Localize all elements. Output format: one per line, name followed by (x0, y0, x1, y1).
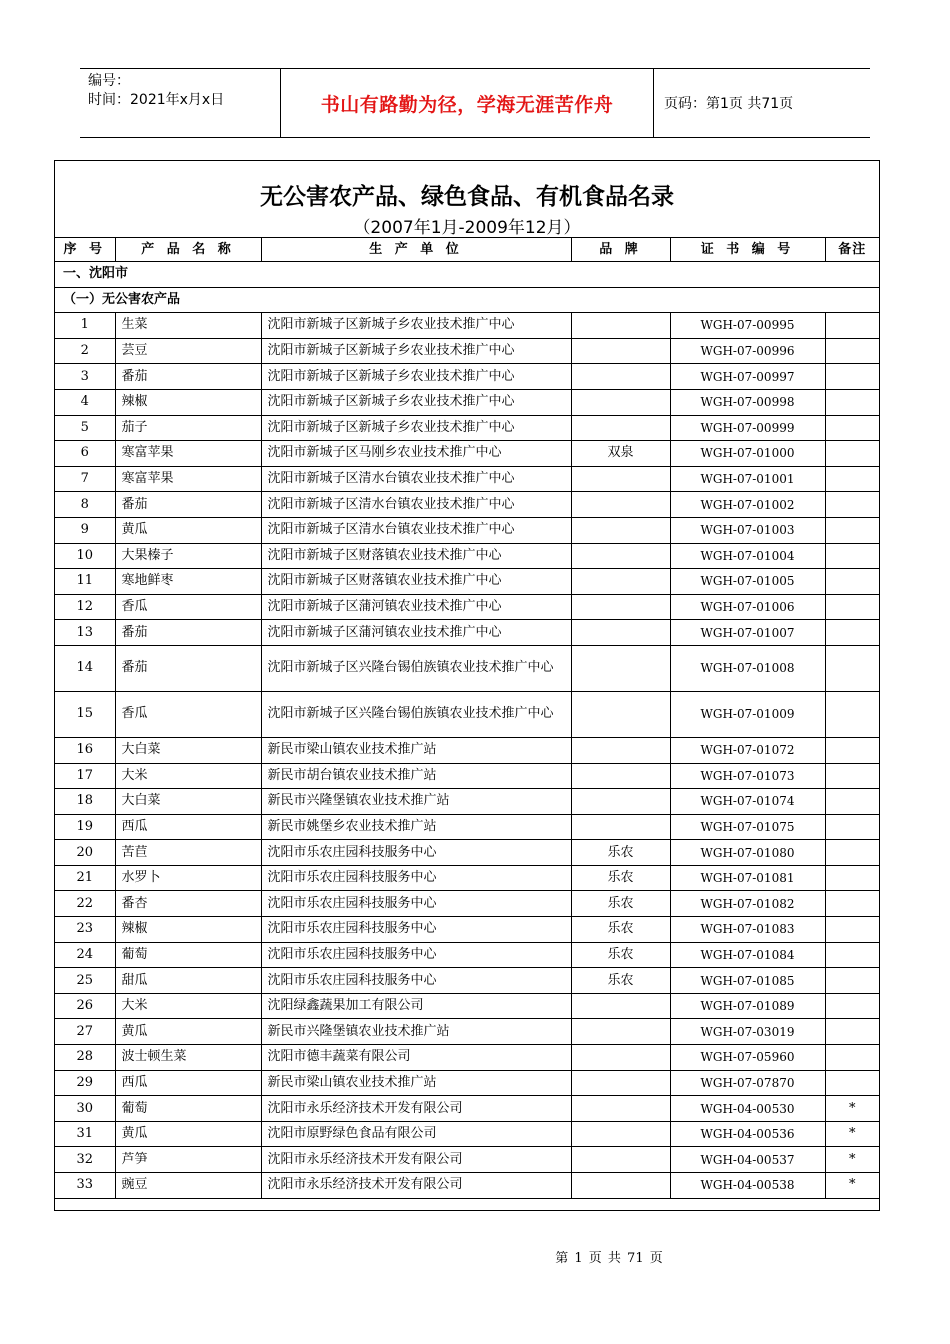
product-name-cell: 葡萄 (115, 942, 261, 968)
producer-unit-cell: 沈阳市原野绿色食品有限公司 (261, 1121, 571, 1147)
note-cell (825, 691, 879, 737)
product-name-cell: 苦苣 (115, 840, 261, 866)
producer-unit-cell: 沈阳市乐农庄园科技服务中心 (261, 865, 571, 891)
note-cell (825, 891, 879, 917)
producer-unit-cell: 沈阳市新城子区清水台镇农业技术推广中心 (261, 492, 571, 518)
table-row (55, 942, 879, 968)
product-name-cell: 芦笋 (115, 1147, 261, 1173)
table-row (55, 594, 879, 620)
producer-unit-cell: 沈阳市新城子区财落镇农业技术推广中心 (261, 569, 571, 595)
note-cell (825, 517, 879, 543)
note-cell: * (825, 1147, 879, 1173)
brand-cell (571, 691, 670, 737)
producer-unit-cell: 沈阳市新城子区清水台镇农业技术推广中心 (261, 517, 571, 543)
certificate-code-cell: WGH-07-00997 (670, 364, 825, 390)
note-cell: * (825, 1173, 879, 1199)
brand-cell: 乐农 (571, 968, 670, 994)
producer-unit-cell: 沈阳市新城子区马刚乡农业技术推广中心 (261, 441, 571, 467)
column-header-unit: 生 产 单 位 (261, 238, 571, 262)
brand-cell (571, 1019, 670, 1045)
row-number-cell: 28 (55, 1045, 115, 1071)
row-number-cell: 23 (55, 917, 115, 943)
table-row (55, 543, 879, 569)
product-name-cell: 寒地鲜枣 (115, 569, 261, 595)
table-row (55, 338, 879, 364)
certificate-code-cell: WGH-07-01003 (670, 517, 825, 543)
row-number-cell: 7 (55, 466, 115, 492)
product-name-cell: 甜瓜 (115, 968, 261, 994)
note-cell (825, 917, 879, 943)
product-name-cell: 茄子 (115, 415, 261, 441)
catalog-table-frame (54, 160, 880, 1211)
brand-cell: 乐农 (571, 891, 670, 917)
column-header-code: 证 书 编 号 (670, 238, 825, 262)
product-name-cell: 黄瓜 (115, 517, 261, 543)
row-number-cell: 2 (55, 338, 115, 364)
certificate-code-cell: WGH-04-00530 (670, 1096, 825, 1122)
brand-cell (571, 492, 670, 518)
table-row (55, 891, 879, 917)
table-header-row (55, 238, 879, 262)
producer-unit-cell: 沈阳市新城子区新城子乡农业技术推广中心 (261, 338, 571, 364)
note-cell (825, 737, 879, 763)
certificate-code-cell: WGH-07-01001 (670, 466, 825, 492)
product-name-cell: 番茄 (115, 620, 261, 646)
product-name-cell: 大果榛子 (115, 543, 261, 569)
table-row (55, 517, 879, 543)
producer-unit-cell: 沈阳市乐农庄园科技服务中心 (261, 840, 571, 866)
brand-cell (571, 620, 670, 646)
product-name-cell: 大白菜 (115, 789, 261, 815)
brand-cell (571, 645, 670, 691)
certificate-code-cell: WGH-07-01081 (670, 865, 825, 891)
note-cell (825, 543, 879, 569)
certificate-code-cell: WGH-07-01004 (670, 543, 825, 569)
producer-unit-cell: 新民市梁山镇农业技术推广站 (261, 737, 571, 763)
producer-unit-cell: 新民市姚堡乡农业技术推广站 (261, 814, 571, 840)
product-name-cell: 西瓜 (115, 1070, 261, 1096)
certificate-code-cell: WGH-07-01072 (670, 737, 825, 763)
header-meta (80, 69, 281, 137)
producer-unit-cell: 沈阳市乐农庄园科技服务中心 (261, 891, 571, 917)
note-cell (825, 763, 879, 789)
table-row (55, 1121, 879, 1147)
row-number-cell: 3 (55, 364, 115, 390)
row-number-cell: 20 (55, 840, 115, 866)
certificate-code-cell: WGH-07-01009 (670, 691, 825, 737)
producer-unit-cell: 新民市兴隆堡镇农业技术推广站 (261, 1019, 571, 1045)
producer-unit-cell: 沈阳绿鑫蔬果加工有限公司 (261, 993, 571, 1019)
document-number-label: 编号： (88, 73, 130, 89)
certificate-code-cell: WGH-07-01080 (670, 840, 825, 866)
row-number-cell: 22 (55, 891, 115, 917)
row-number-cell: 1 (55, 313, 115, 339)
row-number-cell: 27 (55, 1019, 115, 1045)
section-label-category: （一）无公害农产品 (55, 287, 879, 313)
row-number-cell: 31 (55, 1121, 115, 1147)
certificate-code-cell: WGH-04-00536 (670, 1121, 825, 1147)
document-subtitle: （2007年1月-2009年12月） (353, 217, 581, 238)
product-name-cell: 香瓜 (115, 594, 261, 620)
section-row-category (55, 287, 879, 313)
brand-cell (571, 1147, 670, 1173)
producer-unit-cell: 沈阳市新城子区兴隆台锡伯族镇农业技术推广中心 (261, 691, 571, 737)
brand-cell (571, 1045, 670, 1071)
certificate-code-cell: WGH-04-00538 (670, 1173, 825, 1199)
certificate-code-cell: WGH-07-00996 (670, 338, 825, 364)
note-cell (825, 389, 879, 415)
row-number-cell: 25 (55, 968, 115, 994)
table-row (55, 1019, 879, 1045)
table-row (55, 1070, 879, 1096)
certificate-code-cell: WGH-07-01082 (670, 891, 825, 917)
brand-cell (571, 313, 670, 339)
producer-unit-cell: 沈阳市新城子区蒲河镇农业技术推广中心 (261, 594, 571, 620)
product-name-cell: 芸豆 (115, 338, 261, 364)
table-row (55, 865, 879, 891)
brand-cell (571, 814, 670, 840)
certificate-code-cell: WGH-07-00999 (670, 415, 825, 441)
row-number-cell: 5 (55, 415, 115, 441)
brand-cell: 乐农 (571, 917, 670, 943)
row-number-cell: 24 (55, 942, 115, 968)
brand-cell (571, 389, 670, 415)
product-name-cell: 黄瓜 (115, 1121, 261, 1147)
product-name-cell: 寒富苹果 (115, 441, 261, 467)
row-number-cell: 4 (55, 389, 115, 415)
column-header-brand: 品 牌 (571, 238, 670, 262)
table-row (55, 415, 879, 441)
brand-cell (571, 415, 670, 441)
brand-cell (571, 364, 670, 390)
note-cell (825, 865, 879, 891)
table-row (55, 691, 879, 737)
producer-unit-cell: 沈阳市新城子区新城子乡农业技术推广中心 (261, 415, 571, 441)
brand-cell: 乐农 (571, 865, 670, 891)
table-row (55, 466, 879, 492)
certificate-code-cell: WGH-07-01084 (670, 942, 825, 968)
table-row (55, 645, 879, 691)
product-name-cell: 香瓜 (115, 691, 261, 737)
row-number-cell: 33 (55, 1173, 115, 1199)
product-name-cell: 番茄 (115, 645, 261, 691)
product-name-cell: 番茄 (115, 364, 261, 390)
product-name-cell: 黄瓜 (115, 1019, 261, 1045)
table-row (55, 1096, 879, 1122)
brand-cell (571, 338, 670, 364)
row-number-cell: 29 (55, 1070, 115, 1096)
note-cell (825, 441, 879, 467)
header-motto: 书山有路勤为径，学海无涯苦作舟 (281, 69, 654, 137)
producer-unit-cell: 沈阳市乐农庄园科技服务中心 (261, 942, 571, 968)
brand-cell (571, 1121, 670, 1147)
document-title: 无公害农产品、绿色食品、有机食品名录 (260, 184, 674, 210)
page-footer: 第 1 页 共 71 页 (555, 1251, 663, 1266)
note-cell (825, 338, 879, 364)
certificate-code-cell: WGH-07-00998 (670, 389, 825, 415)
row-number-cell: 18 (55, 789, 115, 815)
producer-unit-cell: 新民市梁山镇农业技术推广站 (261, 1070, 571, 1096)
brand-cell (571, 789, 670, 815)
note-cell (825, 942, 879, 968)
table-row (55, 364, 879, 390)
section-row-city (55, 262, 879, 288)
note-cell (825, 789, 879, 815)
producer-unit-cell: 沈阳市永乐经济技术开发有限公司 (261, 1096, 571, 1122)
row-number-cell: 21 (55, 865, 115, 891)
table-row (55, 620, 879, 646)
note-cell (825, 645, 879, 691)
row-number-cell: 15 (55, 691, 115, 737)
table-row (55, 763, 879, 789)
product-name-cell: 辣椒 (115, 389, 261, 415)
note-cell (825, 993, 879, 1019)
brand-cell (571, 543, 670, 569)
certificate-code-cell: WGH-07-05960 (670, 1045, 825, 1071)
producer-unit-cell: 沈阳市乐农庄园科技服务中心 (261, 917, 571, 943)
table-row (55, 968, 879, 994)
column-header-no: 序 号 (55, 238, 115, 262)
row-number-cell: 16 (55, 737, 115, 763)
certificate-code-cell: WGH-07-01006 (670, 594, 825, 620)
product-name-cell: 波士顿生菜 (115, 1045, 261, 1071)
row-number-cell: 11 (55, 569, 115, 595)
note-cell (825, 492, 879, 518)
note-cell (825, 840, 879, 866)
table-row (55, 917, 879, 943)
certificate-code-cell: WGH-07-01089 (670, 993, 825, 1019)
table-row (55, 569, 879, 595)
column-header-name: 产 品 名 称 (115, 238, 261, 262)
brand-cell (571, 1096, 670, 1122)
row-number-cell: 30 (55, 1096, 115, 1122)
table-row (55, 1045, 879, 1071)
certificate-code-cell: WGH-07-07870 (670, 1070, 825, 1096)
brand-cell (571, 993, 670, 1019)
table-row (55, 840, 879, 866)
table-row (55, 814, 879, 840)
brand-cell (571, 1173, 670, 1199)
certificate-code-cell: WGH-07-01000 (670, 441, 825, 467)
row-number-cell: 6 (55, 441, 115, 467)
certificate-code-cell: WGH-07-01008 (670, 645, 825, 691)
producer-unit-cell: 沈阳市乐农庄园科技服务中心 (261, 968, 571, 994)
certificate-code-cell: WGH-07-01074 (670, 789, 825, 815)
brand-cell: 乐农 (571, 840, 670, 866)
row-number-cell: 13 (55, 620, 115, 646)
note-cell (825, 466, 879, 492)
note-cell (825, 569, 879, 595)
row-number-cell: 14 (55, 645, 115, 691)
row-number-cell: 32 (55, 1147, 115, 1173)
note-cell (825, 415, 879, 441)
table-row (55, 1147, 879, 1173)
certificate-code-cell: WGH-07-01005 (670, 569, 825, 595)
note-cell (825, 1070, 879, 1096)
producer-unit-cell: 新民市兴隆堡镇农业技术推广站 (261, 789, 571, 815)
certificate-code-cell: WGH-07-01002 (670, 492, 825, 518)
table-row (55, 993, 879, 1019)
product-name-cell: 番杏 (115, 891, 261, 917)
certificate-code-cell: WGH-07-03019 (670, 1019, 825, 1045)
certificate-code-cell: WGH-07-01075 (670, 814, 825, 840)
note-cell (825, 620, 879, 646)
row-number-cell: 26 (55, 993, 115, 1019)
product-name-cell: 辣椒 (115, 917, 261, 943)
product-name-cell: 西瓜 (115, 814, 261, 840)
product-name-cell: 水罗卜 (115, 865, 261, 891)
column-header-note: 备注 (825, 238, 879, 262)
note-cell (825, 594, 879, 620)
row-number-cell: 19 (55, 814, 115, 840)
product-name-cell: 生菜 (115, 313, 261, 339)
note-cell (825, 968, 879, 994)
certificate-code-cell: WGH-07-01007 (670, 620, 825, 646)
brand-cell (571, 594, 670, 620)
brand-cell (571, 737, 670, 763)
producer-unit-cell: 沈阳市新城子区兴隆台锡伯族镇农业技术推广中心 (261, 645, 571, 691)
producer-unit-cell: 沈阳市新城子区蒲河镇农业技术推广中心 (261, 620, 571, 646)
note-cell (825, 1045, 879, 1071)
catalog-table (55, 237, 879, 1199)
note-cell: * (825, 1121, 879, 1147)
brand-cell: 双泉 (571, 441, 670, 467)
producer-unit-cell: 新民市胡台镇农业技术推广站 (261, 763, 571, 789)
table-row (55, 492, 879, 518)
product-name-cell: 大米 (115, 993, 261, 1019)
certificate-code-cell: WGH-07-01073 (670, 763, 825, 789)
page-header (80, 68, 870, 138)
brand-cell (571, 1070, 670, 1096)
row-number-cell: 10 (55, 543, 115, 569)
product-name-cell: 葡萄 (115, 1096, 261, 1122)
note-cell (825, 814, 879, 840)
document-time-label: 时间：2021年x月x日 (88, 92, 225, 108)
row-number-cell: 8 (55, 492, 115, 518)
certificate-code-cell: WGH-07-01083 (670, 917, 825, 943)
table-row (55, 789, 879, 815)
producer-unit-cell: 沈阳市新城子区新城子乡农业技术推广中心 (261, 313, 571, 339)
table-row (55, 389, 879, 415)
row-number-cell: 9 (55, 517, 115, 543)
brand-cell (571, 763, 670, 789)
producer-unit-cell: 沈阳市德丰蔬菜有限公司 (261, 1045, 571, 1071)
note-cell (825, 364, 879, 390)
producer-unit-cell: 沈阳市新城子区新城子乡农业技术推广中心 (261, 364, 571, 390)
brand-cell (571, 569, 670, 595)
brand-cell: 乐农 (571, 942, 670, 968)
producer-unit-cell: 沈阳市永乐经济技术开发有限公司 (261, 1147, 571, 1173)
producer-unit-cell: 沈阳市新城子区新城子乡农业技术推广中心 (261, 389, 571, 415)
product-name-cell: 大白菜 (115, 737, 261, 763)
brand-cell (571, 466, 670, 492)
certificate-code-cell: WGH-07-00995 (670, 313, 825, 339)
producer-unit-cell: 沈阳市永乐经济技术开发有限公司 (261, 1173, 571, 1199)
row-number-cell: 12 (55, 594, 115, 620)
note-cell (825, 313, 879, 339)
table-row (55, 1173, 879, 1199)
row-number-cell: 17 (55, 763, 115, 789)
table-row (55, 441, 879, 467)
producer-unit-cell: 沈阳市新城子区清水台镇农业技术推广中心 (261, 466, 571, 492)
header-page-info: 页码：第1页 共71页 (664, 96, 794, 112)
note-cell: * (825, 1096, 879, 1122)
note-cell (825, 1019, 879, 1045)
product-name-cell: 番茄 (115, 492, 261, 518)
table-row (55, 737, 879, 763)
table-row (55, 313, 879, 339)
product-name-cell: 豌豆 (115, 1173, 261, 1199)
certificate-code-cell: WGH-07-01085 (670, 968, 825, 994)
certificate-code-cell: WGH-04-00537 (670, 1147, 825, 1173)
product-name-cell: 寒富苹果 (115, 466, 261, 492)
brand-cell (571, 517, 670, 543)
product-name-cell: 大米 (115, 763, 261, 789)
section-label-city: 一、沈阳市 (55, 262, 879, 288)
producer-unit-cell: 沈阳市新城子区财落镇农业技术推广中心 (261, 543, 571, 569)
